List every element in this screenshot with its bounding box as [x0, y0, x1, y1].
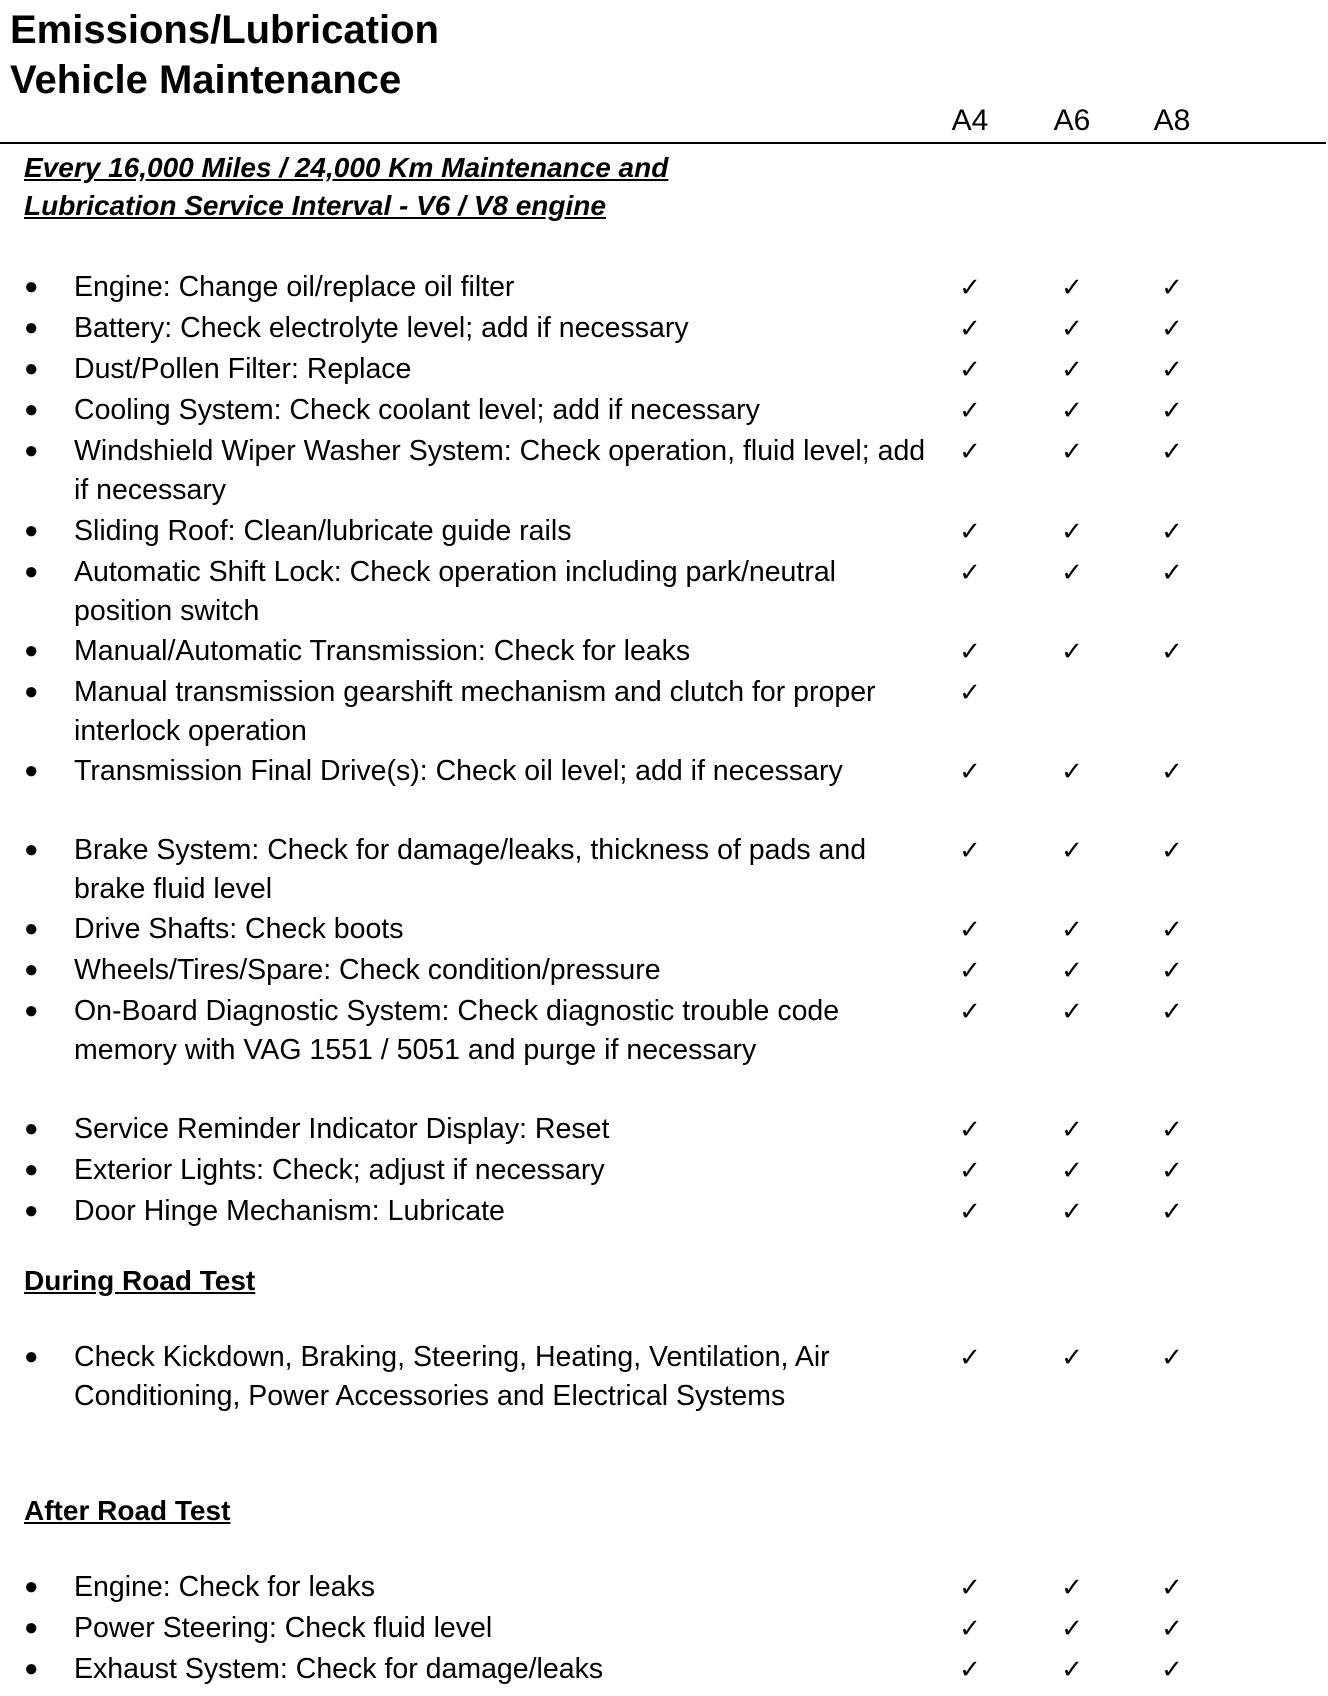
check-mark-icon-a4: ✓	[959, 313, 981, 343]
bullet-icon: ●	[24, 355, 39, 382]
check-mark-icon-a8: ✓	[1161, 996, 1183, 1026]
check-mark-icon-a8: ✓	[1161, 756, 1183, 786]
check-mark-icon-a4: ✓	[959, 1572, 981, 1602]
page-title: Emissions/Lubrication	[10, 8, 439, 52]
check-mark-icon-a4: ✓	[959, 1196, 981, 1226]
check-mark-icon-a8: ✓	[1161, 272, 1183, 302]
check-mark-icon-a8: ✓	[1161, 1196, 1183, 1226]
check-mark-icon-a4: ✓	[959, 1155, 981, 1185]
bullet-icon: ●	[24, 1197, 39, 1224]
check-mark-icon-a8: ✓	[1161, 557, 1183, 587]
item-text: Manual transmission gearshift mechanism and clutch for proper interlock operation	[74, 676, 876, 747]
item-text: Service Reminder Indicator Display: Reset	[74, 1113, 610, 1145]
check-mark-icon-a6: ✓	[1061, 395, 1083, 425]
item-text: Engine: Change oil/replace oil filter	[74, 271, 515, 303]
check-mark-icon-a4: ✓	[959, 395, 981, 425]
bullet-icon: ●	[24, 1655, 39, 1682]
item-text: Sliding Roof: Clean/lubricate guide rails	[74, 515, 572, 547]
check-mark-icon-a4: ✓	[959, 1114, 981, 1144]
item-text: Drive Shafts: Check boots	[74, 913, 404, 945]
check-mark-icon-a6: ✓	[1061, 955, 1083, 985]
bullet-icon: ●	[24, 517, 39, 544]
check-mark-icon-a4: ✓	[959, 996, 981, 1026]
check-mark-icon-a4: ✓	[959, 557, 981, 587]
bullet-icon: ●	[24, 558, 39, 585]
check-mark-icon-a8: ✓	[1161, 354, 1183, 384]
item-text: Transmission Final Drive(s): Check oil level; add if necessary	[74, 755, 843, 787]
item-text: Exhaust System: Check for damage/leaks	[74, 1653, 604, 1685]
check-mark-icon-a6: ✓	[1061, 1342, 1083, 1372]
check-mark-icon-a6: ✓	[1061, 914, 1083, 944]
check-mark-icon-a6: ✓	[1061, 756, 1083, 786]
check-mark-icon-a6: ✓	[1061, 1654, 1083, 1684]
check-mark-icon-a8: ✓	[1161, 914, 1183, 944]
check-mark-icon-a6: ✓	[1061, 272, 1083, 302]
check-mark-icon-a8: ✓	[1161, 395, 1183, 425]
check-mark-icon-a4: ✓	[959, 636, 981, 666]
check-mark-icon-a4: ✓	[959, 354, 981, 384]
page-subtitle: Vehicle Maintenance	[10, 58, 402, 102]
bullet-icon: ●	[24, 396, 39, 423]
check-mark-icon-a6: ✓	[1061, 636, 1083, 666]
item-text: Windshield Wiper Washer System: Check operation, fluid level; add if necessary	[74, 435, 926, 506]
section-heading-interval: Every 16,000 Miles / 24,000 Km Maintenance and	[24, 152, 669, 183]
check-mark-icon-a8: ✓	[1161, 1114, 1183, 1144]
bullet-icon: ●	[24, 1343, 39, 1370]
item-text: Exterior Lights: Check; adjust if necessary	[74, 1154, 605, 1186]
item-text: Battery: Check electrolyte level; add if necessary	[74, 312, 689, 344]
check-mark-icon-a8: ✓	[1161, 1613, 1183, 1643]
check-mark-icon-a4: ✓	[959, 1654, 981, 1684]
item-text: Dust/Pollen Filter: Replace	[74, 353, 412, 385]
bullet-icon: ●	[24, 637, 39, 664]
item-text: Power Steering: Check fluid level	[74, 1612, 493, 1644]
check-mark-icon-a4: ✓	[959, 677, 981, 707]
bullet-icon: ●	[24, 437, 39, 464]
bullet-icon: ●	[24, 314, 39, 341]
check-mark-icon-a4: ✓	[959, 1613, 981, 1643]
item-text: Cooling System: Check coolant level; add if necessary	[74, 394, 760, 426]
bullet-icon: ●	[24, 273, 39, 300]
check-mark-icon-a6: ✓	[1061, 1196, 1083, 1226]
bullet-icon: ●	[24, 1115, 39, 1142]
check-mark-icon-a6: ✓	[1061, 1572, 1083, 1602]
check-mark-icon-a8: ✓	[1161, 436, 1183, 466]
check-mark-icon-a4: ✓	[959, 756, 981, 786]
check-mark-icon-a8: ✓	[1161, 955, 1183, 985]
check-mark-icon-a6: ✓	[1061, 313, 1083, 343]
bullet-icon: ●	[24, 678, 39, 705]
check-mark-icon-a6: ✓	[1061, 1114, 1083, 1144]
check-mark-icon-a6: ✓	[1061, 557, 1083, 587]
check-mark-icon-a6: ✓	[1061, 835, 1083, 865]
check-mark-icon-a8: ✓	[1161, 1572, 1183, 1602]
item-text: Automatic Shift Lock: Check operation including park/neutral position switch	[74, 556, 836, 627]
bullet-icon: ●	[24, 1614, 39, 1641]
check-mark-icon-a8: ✓	[1161, 835, 1183, 865]
section-heading-during-road-test: During Road Test	[24, 1265, 256, 1296]
check-mark-icon-a8: ✓	[1161, 1155, 1183, 1185]
check-mark-icon-a6: ✓	[1061, 1613, 1083, 1643]
check-mark-icon-a4: ✓	[959, 436, 981, 466]
section-heading-after-road-test: After Road Test	[24, 1495, 231, 1526]
column-header-a6: A6	[1053, 104, 1091, 137]
check-mark-icon-a8: ✓	[1161, 516, 1183, 546]
check-mark-icon-a4: ✓	[959, 1342, 981, 1372]
bullet-icon: ●	[24, 997, 39, 1024]
section-heading-interval-line2: Lubrication Service Interval - V6 / V8 engine	[24, 190, 606, 221]
item-text: On-Board Diagnostic System: Check diagnostic trouble code memory with VAG 1551 / 5051 and purge if necessary	[74, 995, 840, 1066]
check-mark-icon-a4: ✓	[959, 955, 981, 985]
item-text: Engine: Check for leaks	[74, 1571, 375, 1603]
bullet-icon: ●	[24, 1573, 39, 1600]
item-text: Check Kickdown, Braking, Steering, Heating, Ventilation, Air Conditioning, Power Accessories and Electrical Systems	[74, 1341, 830, 1412]
item-text: Door Hinge Mechanism: Lubricate	[74, 1195, 505, 1227]
check-mark-icon-a4: ✓	[959, 914, 981, 944]
bullet-icon: ●	[24, 956, 39, 983]
check-mark-icon-a8: ✓	[1161, 636, 1183, 666]
bullet-icon: ●	[24, 1156, 39, 1183]
check-mark-icon-a6: ✓	[1061, 436, 1083, 466]
bullet-icon: ●	[24, 836, 39, 863]
check-mark-icon-a4: ✓	[959, 835, 981, 865]
check-mark-icon-a8: ✓	[1161, 313, 1183, 343]
check-mark-icon-a4: ✓	[959, 272, 981, 302]
check-mark-icon-a8: ✓	[1161, 1654, 1183, 1684]
column-header-a4: A4	[951, 104, 989, 137]
column-header-a8: A8	[1153, 104, 1191, 137]
header-divider	[0, 142, 1326, 144]
check-mark-icon-a4: ✓	[959, 516, 981, 546]
check-mark-icon-a6: ✓	[1061, 516, 1083, 546]
item-text: Manual/Automatic Transmission: Check for leaks	[74, 635, 691, 667]
check-mark-icon-a6: ✓	[1061, 1155, 1083, 1185]
bullet-icon: ●	[24, 915, 39, 942]
check-mark-icon-a6: ✓	[1061, 996, 1083, 1026]
bullet-icon: ●	[24, 757, 39, 784]
item-text: Brake System: Check for damage/leaks, thickness of pads and brake fluid level	[74, 834, 867, 905]
check-mark-icon-a6: ✓	[1061, 354, 1083, 384]
check-mark-icon-a8: ✓	[1161, 1342, 1183, 1372]
item-text: Wheels/Tires/Spare: Check condition/pressure	[74, 954, 661, 986]
